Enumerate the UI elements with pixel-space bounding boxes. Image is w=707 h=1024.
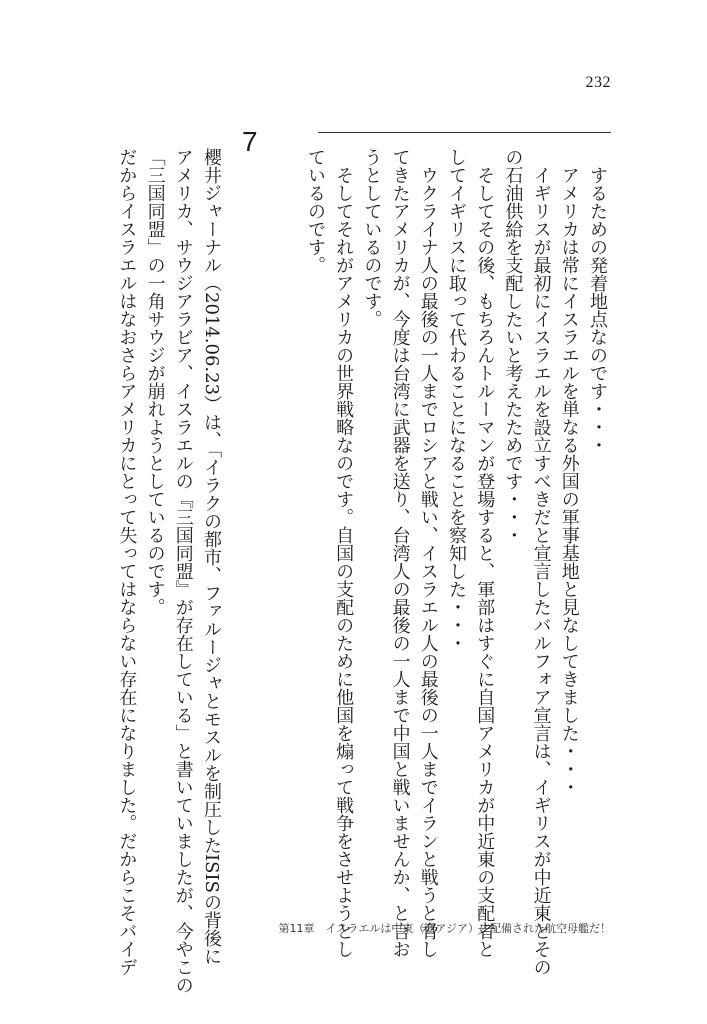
text-line: してイギリスに取って代わることになることを察知した・・・ — [445, 148, 467, 652]
chapter-footer: 第11章 イスラエルは中東（西アジア）に配備された航空母艦だ！ — [278, 922, 611, 935]
text-line: イギリスが最初にイスラエルを設立すべきだと宣言したバルフォア宣言は、イギリスが中近東とその — [530, 166, 552, 976]
text-line: そしてその後、もちろんトルーマンが登場すると、軍部はすぐに自国アメリカが中近東の支配者と — [474, 166, 496, 958]
lower-text-block — [112, 148, 225, 994]
text-line: 「三国同盟」の一角サウジが崩れようとしているのです。 — [144, 148, 166, 616]
text-line: アメリカは常にイスラエルを単なる外国の軍事基地と見なしてきました・・・ — [558, 166, 580, 796]
text-line: だからイスラエルはなおさらアメリカにとって失ってはならない存在になりました。だからこそバイデ — [116, 148, 138, 976]
section-number: 7 — [242, 126, 258, 157]
text-line: ているのです。 — [304, 148, 326, 274]
text-line: 櫻井ジャーナル（2014.06.23）は、「イラクの都市、ファルージャとモスルを制圧したISISの背後に — [201, 148, 222, 965]
section-divider — [318, 132, 611, 133]
text-line: そしてそれがアメリカの世界戦略なのです。自国の支配のために他国を煽って戦争をさせようとし — [333, 166, 355, 958]
text-line: の石油供給を支配したいと考えたためです・・・ — [502, 148, 524, 544]
text-line: てきたアメリカが、今度は台湾に武器を送り、台湾人の最後の一人まで中国と戦いませんか、と言お — [389, 148, 411, 958]
text-line: するための発着地点なのです・・・ — [587, 166, 608, 454]
text-line: ウクライナ人の最後の一人までロシアと戦い、イスラエル人の最後の一人までイランと戦うと脅し — [417, 166, 439, 958]
text-line: うとしているのです。 — [361, 148, 383, 328]
text-line: アメリカ、サウジアラビア、イスラエルの『三国同盟』が存在している」と書いていましたが、今やこの — [172, 148, 194, 994]
page-number: 232 — [585, 74, 611, 91]
